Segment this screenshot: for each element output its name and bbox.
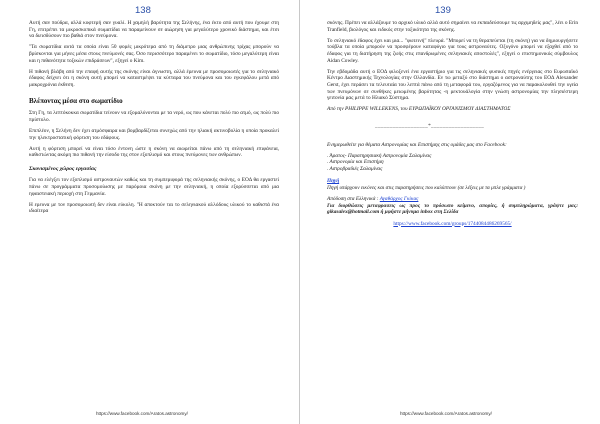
right-paragraph: Το σεληνιακό έδαφος έχει και μια... "φωτεινή" πλευρά. "Μπορεί να τη θεραπεύεται (τη σκόνη) για να δημιουργήσετε τούβλα τα οποία μπορούν να προσφέρουν καταφύγιο για τους αστροναύτες. Οξυγόνο μπορεί να εξαχθεί από το έδαφος για τη διατήρηση της ζωής στις επανδρωμένες σεληνιακές αποστολές", εξηγεί ο επιστημονικός σύμβουλος Aidan Cowley. (327, 37, 578, 64)
left-paragraph: Στη Γη, τα λεπτόκοκκα σωματίδια τείνουν να εξομαλύνονται με τα νερό, ως που κάνεται πολύ πιο ατμό, ως πολύ πιο πρίστολο. (29, 110, 279, 123)
right-paragraph: Την εβδομάδα αυτή ο ΕΟΔ φιλοξενεί ένα εργαστήριο για τις σεληνιακές φυσικές πηγές ενέργειας στο Ευρωπαϊκό Κέντρο Διαστημικής Τεχνολογίας στην Ολλανδία. Εν τω μεταξύ στο διάστημα ο αστροναύτης του ΕΟΔ Alexander Gerst, έχει περάσει τα τελευταία του λεπτά πάνω από τη μεταφορά του, εργαζόμενος για να παρακολουθεί την υγεία των πνευμόνων σε συνθήκες μειωμένης βαρύτητας -η ρεκτουάλογία στην γνώση αστρονομίας την πλησιέστερη γειτονία μας μετά το Ηλιακό Σύστημα. (327, 68, 578, 102)
left-paragraph: Για να ελέγξει τον εξοπλισμό αστροναυτών καθώς και τη συμπεριφορά της σεληνιακής σκόνης, ο ΕΟΔ θα εργαστεί πάνω σε προγράμματα προσομοίωσης με παρόμοια σκόνη με την σεληνιακή, η οποία εξορύσσεται από μια ηφαιστειακή περιοχή στη Γερμανία. (29, 177, 279, 197)
right-paragraph: σκόνης. Πρέπει να αλλάζουμε το αρχικό υλικό αλλά αυτό σημαίνει να εκπαιδεύσουμε τις αρχιμηδείς μας", λέει ο Erin Tranfield, βιολόγος και ειδικός στην τοξικότητα της σκόνης. (327, 20, 578, 33)
left-paragraph: Αυτή σαν πούδρα, αλλά κοφτερή σαν γυαλί. Η χαμηλή βαρύτητα της Σελήνης, ένα έκτο από αυτή που έχουμε στη Γη, επιτρέπει τα μικροσκοπικά σωματίδια να παραμείνουν σε αιώρηση για μεγαλύτερο χρονικό διάστημα, και έτσι να διεισδύσουν πιο βαθιά στον πνεύμονα. (29, 20, 279, 40)
translation-label: Απόδοση στα Ελληνικά : (327, 196, 380, 203)
translation-credit (327, 196, 578, 203)
right-footer-link[interactable]: https://www.facebook.com/Aratos.astronomy/ (400, 411, 492, 416)
left-paragraph: "Τα σωματίδια αυτά τα οποία είναι 50 φορές μικρότερα από τη διάμετρο μιας ανθρώπινης τρίχας μπορούν να βρίσκονται για μήνες μέσα στους πνεύμονές σας. Όσο περισσότερο παραμένει το σωματίδιο, τόσο μεγαλύτερη είναι και η πιθανότητα τοξικών επιδράσεων", εξηγεί ο Kim. (29, 44, 279, 64)
facebook-group-link-wrap (327, 221, 578, 228)
group-item[interactable]: . Άρατος- Παρατηρησιακή Αστρονομία Σαλαμίνας (327, 152, 432, 159)
left-paragraph: Αυτή η φόρτιση μπορεί να είναι τόσο έντονη ώστε η σκόνη να αιωρείται πάνω από τη σεληνιακή επιφάνεια, καθιστώντας ακόμη πιο πιθανή την είσοδο της στον εξοπλισμό και στους πνεύμονες των ανθρώπων. (29, 145, 279, 159)
right-page-number: 139 (435, 5, 451, 16)
groups-list (327, 153, 578, 173)
left-body (29, 20, 279, 215)
call-to-action: Για διορθώσεις μεταφρασεις ως προς το πρόσωπο κείμενο, απορίες, ή συμπληρώματα, γράψτε μας: gikasalex@hotmail.com ή μφήστε μήνυμα inbox στη Σελίδα (327, 202, 578, 216)
group-item[interactable]: . Αστροβραδιές Σαλαμίνας (327, 165, 383, 172)
separator-line: __________________*__________________ (375, 122, 485, 129)
section-heading: Βλέποντας μέσα στο σωματίδιο (29, 96, 123, 105)
left-footer-link[interactable]: https://www.facebook.com/Aratos.astronomy/ (96, 411, 188, 416)
right-body (327, 20, 578, 227)
source-text: Πηγή υπάρχουν εικόνες και στις παρατηρήσεις που καλύπτουν (σε λέξεις με τα μπλε γράμματα ) (327, 185, 526, 192)
left-paragraph: Η ερευνα με τον προσομοιωτή δεν είναι εύκολη. "Η αποκτούν ται το σεληνιακού αλλόδους υλικού το καθιστά ένα ιδιαίτερα (29, 201, 279, 215)
translator-link[interactable]: Αγαθάρχος Γκίκας (379, 196, 419, 203)
right-page (300, 0, 600, 424)
facebook-group-link[interactable]: https://www.facebook.com/groups/1744084486269565/ (393, 220, 512, 227)
section-heading: Σκονισμένος χώρος εργασίας (29, 165, 97, 172)
source-link[interactable]: Πηγή (327, 178, 340, 185)
left-paragraph: Η πιθανή βλάβη από την επαφή αυτής της σκόνης είναι άγνωστη, αλλά έρευνα με προσομοιωτές για το σεληνιακό έδαφος δείχνει ότι η σκόνη αυτή μπορεί να καταστρέψει τα κύτταρα του πνεύμονα και του εγκεφάλου μετά από μακροχρόνια έκθεση. (29, 68, 279, 88)
left-paragraph: Επιπλέον, η Σελήνη δεν έχει ατμόσφαιρα και βομβαρδίζεται συνεχώς από την ηλιακή ακτινοβολία η οποία προκαλεί την ηλεκτροστατική φόρτιση του εδάφους. (29, 127, 279, 141)
group-item[interactable]: . Αστρονομία και Επιστήμη (327, 159, 384, 166)
article-credit: Από την PHILIPPE WILLEKENS, του ΕΥΡΩΠΑΪΚΟΥ ΟΡΓΑΝΙΣΜΟΥ ΔΙΑΣΤΗΜΑΤΟΣ (327, 106, 511, 113)
left-page-number: 138 (135, 5, 151, 16)
facebook-intro: Ενημερωθείτε για θέματα Αστρονομίας και Επιστήμης στις ομάδες μας στο Facebook: (327, 141, 507, 148)
